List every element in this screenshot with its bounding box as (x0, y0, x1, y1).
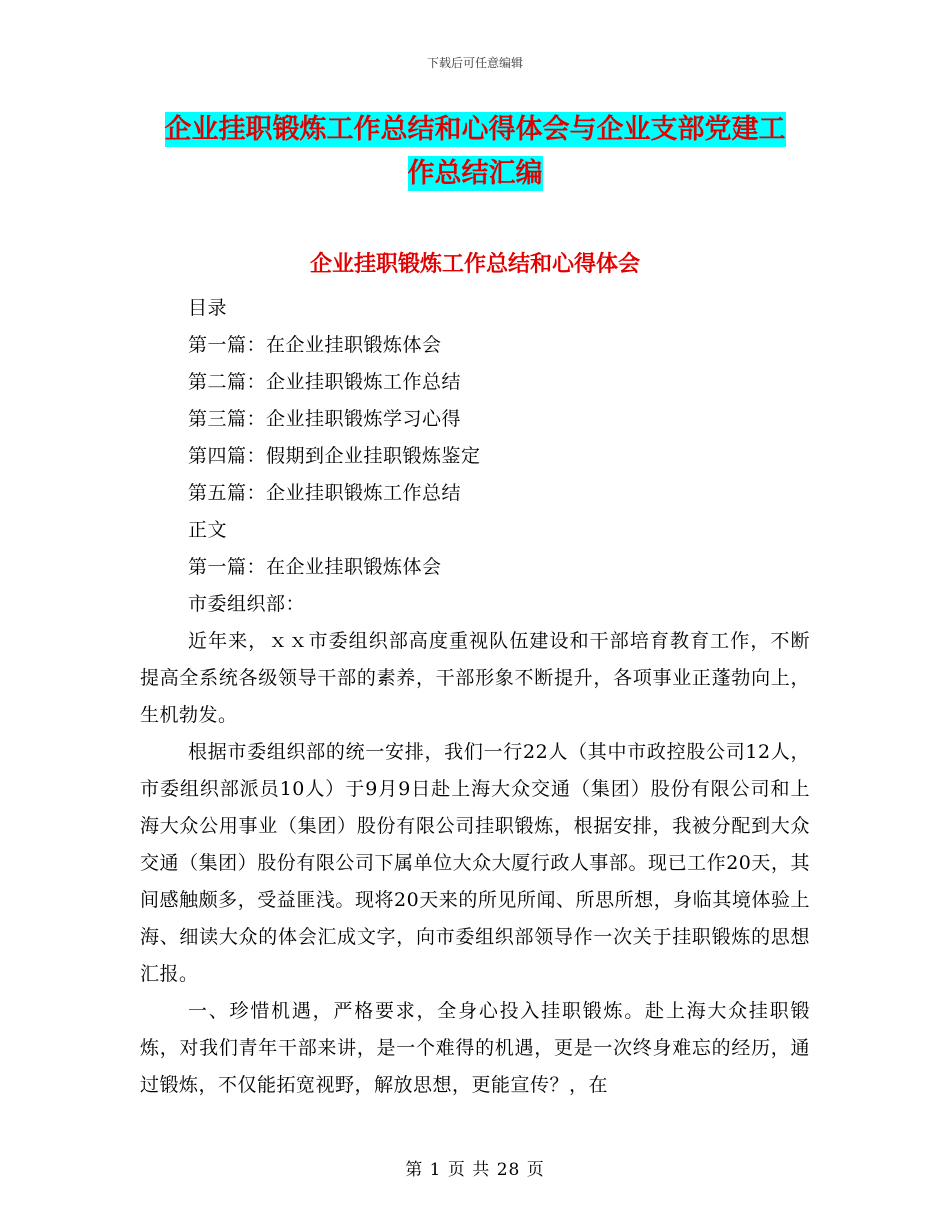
document-body (140, 290, 810, 1104)
toc-item-4: 第四篇：假期到企业挂职锻炼鉴定 (188, 445, 481, 467)
paragraph-1: 近年来，ｘｘ市委组织部高度重视队伍建设和干部培育教育工作，不断提高全系统各级领导干部的素养，干部形象不断提升，各项事业正蓬勃向上，生机勃发。 (140, 630, 810, 726)
document-title (0, 108, 950, 196)
paragraph-2: 根据市委组织部的统一安排，我们一行22人（其中市政控股公司12人，市委组织部派员10人）于9月9日赴上海大众交通（集团）股份有限公司和上海大众公用事业（集团）股份有限公司挂职锻炼，根据安排，我被分配到大众交通（集团）股份有限公司下属单位大众大厦行政人事部。现已工作20天，其间感触颇多，受益匪浅。现将20天来的所见所闻、所思所想，身临其境体验上海、细读大众的体会汇成文字，向市委组织部领导作一次关于挂职锻炼的思想汇报。 (140, 741, 810, 985)
document-title-line-1: 企业挂职锻炼工作总结和心得体会与企业支部党建工 (164, 114, 786, 145)
toc-item-1: 第一篇：在企业挂职锻炼体会 (188, 334, 442, 356)
document-title-line-2: 作总结汇编 (407, 158, 543, 189)
page-footer: 第 1 页 共 28 页 (405, 1160, 545, 1180)
toc-item-5: 第五篇：企业挂职锻炼工作总结 (188, 482, 462, 504)
section-title: 第一篇：在企业挂职锻炼体会 (188, 556, 442, 578)
section-subtitle: 企业挂职锻炼工作总结和心得体会 (309, 252, 640, 277)
body-heading: 正文 (188, 519, 228, 541)
salutation: 市委组织部： (188, 593, 306, 615)
toc-heading: 目录 (188, 297, 228, 319)
toc-item-2: 第二篇：企业挂职锻炼工作总结 (188, 371, 462, 393)
header-note: 下载后可任意编辑 (426, 56, 523, 70)
paragraph-3: 一、珍惜机遇，严格要求，全身心投入挂职锻炼。赴上海大众挂职锻炼，对我们青年干部来讲，是一个难得的机遇，更是一次终身难忘的经历，通过锻炼，不仅能拓宽视野，解放思想，更能宣传？，在 (140, 1000, 810, 1096)
toc-item-3: 第三篇：企业挂职锻炼学习心得 (188, 408, 462, 430)
